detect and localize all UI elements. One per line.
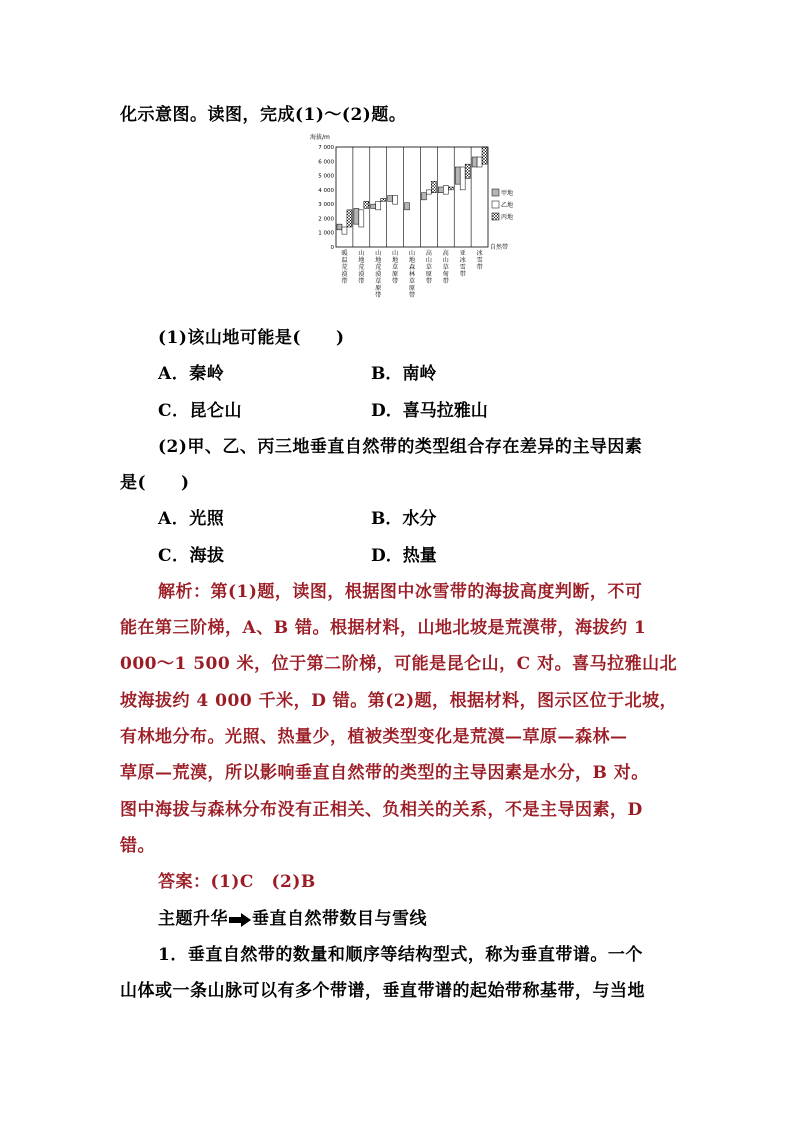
bar-乙地-7 — [443, 186, 448, 195]
q2-stem: (2)甲、乙、丙三地垂直自然带的类型组合存在差异的主导因素 — [158, 437, 643, 457]
legend-label: 丙地 — [501, 214, 514, 221]
q2-option-c: C．海拔 — [158, 546, 225, 566]
paragraph-1-line-1: 1．垂直自然带的数量和顺序等结构型式，称为垂直带谱。一个 — [158, 945, 643, 965]
bar-甲地-9 — [472, 157, 477, 167]
bar-甲地-3 — [371, 204, 376, 208]
vertical-zone-chart — [310, 132, 525, 312]
q2-option-d: D．热量 — [371, 546, 437, 566]
bar-甲地-4 — [388, 196, 393, 202]
bar-丙地-8 — [465, 164, 470, 178]
q2-stem-cont: 是( ) — [120, 473, 190, 493]
analysis-label: 解析 — [158, 582, 193, 602]
y-tick-label: 6 000 — [318, 159, 334, 166]
topic-prefix: 主题升华 — [158, 909, 228, 929]
bar-乙地-3 — [376, 201, 381, 210]
bar-乙地-6 — [426, 190, 431, 194]
bar-甲地-2 — [354, 208, 359, 224]
x-axis-label: 自然带 — [490, 244, 509, 251]
legend-label: 乙地 — [501, 202, 514, 209]
legend-swatch — [492, 201, 499, 208]
bar-丙地-6 — [431, 181, 436, 192]
topic-heading — [158, 904, 427, 929]
analysis-line-4: 坡海拔约 4 000 千米，D 错。第(2)题，根据材料，图示区位于北坡， — [120, 691, 678, 711]
analysis-line-8: 错。 — [120, 836, 155, 856]
y-axis-label: 海拔/m — [310, 134, 330, 141]
intro-line: 化示意图。读图，完成(1)～(2)题。 — [120, 105, 407, 125]
y-tick-label: 5 000 — [318, 173, 334, 180]
answer-text: ：(1)C (2)B — [193, 872, 316, 892]
bar-乙地-4 — [393, 196, 398, 205]
q2-option-b: B．水分 — [371, 509, 437, 529]
right-arrow-icon — [228, 912, 252, 928]
y-tick-label: 7 000 — [318, 145, 334, 151]
bar-丙地-2 — [364, 201, 369, 208]
legend-swatch — [492, 189, 499, 196]
bar-丙地-9 — [482, 147, 487, 164]
analysis-line-7: 图中海拔与森林分布没有正相关、负相关的关系，不是主导因素，D — [120, 800, 643, 820]
y-tick-label: 1 000 — [318, 230, 334, 237]
q1-option-b: B．南岭 — [371, 364, 437, 384]
bar-甲地-5 — [405, 203, 410, 210]
bar-乙地-1 — [342, 227, 347, 234]
y-tick-label: 2 000 — [318, 216, 334, 223]
topic-title: 垂直自然带数目与雪线 — [252, 909, 427, 929]
analysis-text-1: ：第(1)题，读图，根据图中冰雪带的海拔高度判断，不可 — [193, 582, 643, 602]
bar-丙地-7 — [448, 187, 453, 190]
bar-甲地-6 — [421, 193, 426, 200]
q1-option-d: D．喜马拉雅山 — [371, 401, 488, 421]
q1-option-c: C．昆仑山 — [158, 401, 243, 421]
y-tick-label: 0 — [330, 245, 334, 251]
category-label: 暖温荒漠带 — [341, 250, 348, 285]
bar-甲地-1 — [337, 224, 342, 230]
analysis-line-6: 草原—荒漠，所以影响垂直自然带的类型的主导因素是水分，B 对。 — [120, 763, 649, 783]
bar-甲地-8 — [455, 167, 460, 184]
bar-甲地-7 — [438, 187, 443, 193]
legend-swatch — [492, 213, 499, 220]
chart-svg — [310, 132, 525, 312]
bar-乙地-2 — [359, 210, 364, 227]
analysis-line-1 — [158, 577, 642, 602]
plot-frame — [336, 147, 488, 247]
category-label: 山地草原带 — [392, 250, 399, 285]
analysis-line-5: 有林地分布。光照、热量少，植被类型变化是荒漠—草原—森林— — [120, 727, 628, 747]
bar-丙地-3 — [381, 198, 386, 201]
category-label: 山地荒漠草原带 — [375, 250, 382, 299]
bar-乙地-8 — [460, 167, 465, 190]
paragraph-1-line-2: 山体或一条山脉可以有多个带谱，垂直带谱的起始带称基带，与当地 — [120, 981, 645, 1001]
analysis-line-3: 000～1 500 米，位于第二阶梯，可能是昆仑山，C 对。喜马拉雅山北 — [120, 654, 678, 674]
y-tick-label: 3 000 — [318, 202, 334, 209]
category-label: 山地荒漠带 — [358, 250, 365, 285]
category-label: 高山草甸带 — [442, 250, 449, 285]
category-label: 山地森林草原带 — [408, 250, 416, 299]
bar-乙地-9 — [477, 157, 482, 167]
bar-丙地-1 — [347, 210, 352, 227]
q2-option-a: A．光照 — [158, 509, 225, 529]
q1-option-a: A．秦岭 — [158, 364, 225, 384]
legend-label: 甲地 — [501, 190, 514, 197]
q1-stem: (1)该山地可能是( ) — [158, 328, 345, 348]
category-label: 亚冰雪带 — [459, 250, 466, 278]
category-label: 高山草原带 — [425, 250, 432, 285]
category-label: 冰雪带 — [476, 250, 483, 271]
y-tick-label: 4 000 — [318, 187, 334, 194]
analysis-line-2: 能在第三阶梯，A、B 错。根据材料，山地北坡是荒漠带，海拔约 1 — [120, 618, 647, 638]
answer-line — [158, 867, 316, 892]
answer-label: 答案 — [158, 872, 193, 892]
